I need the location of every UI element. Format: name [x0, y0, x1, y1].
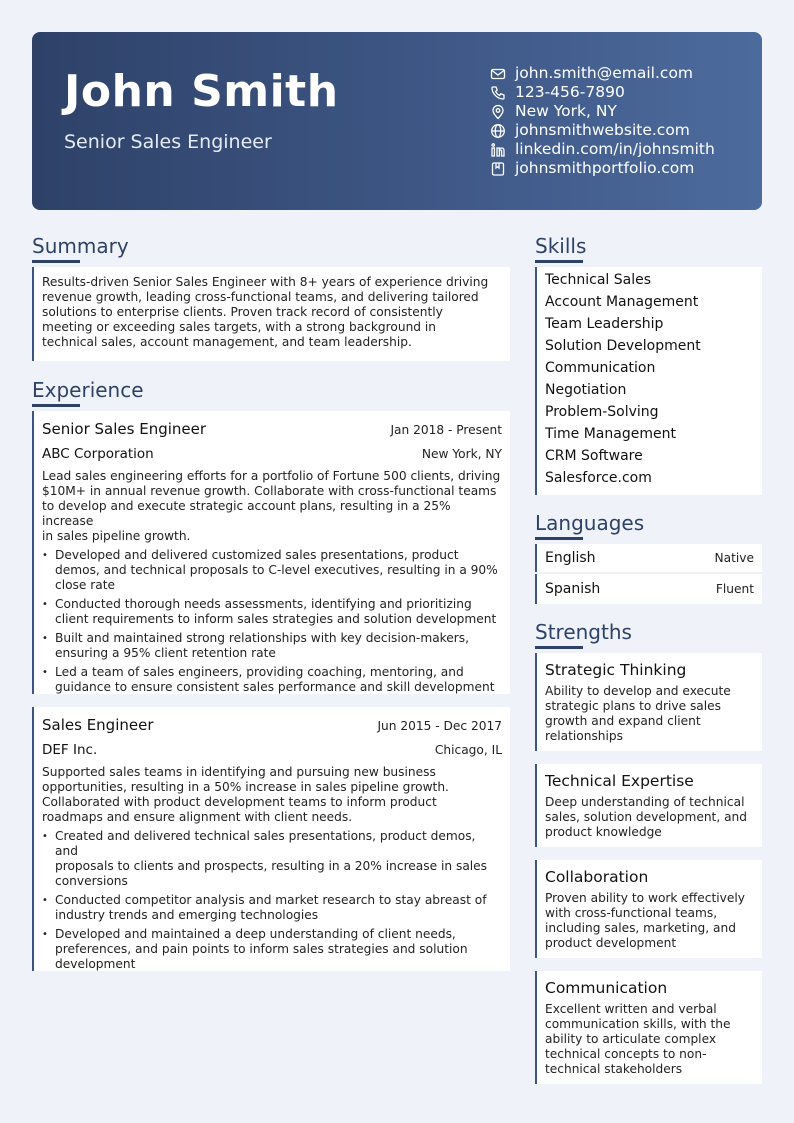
- summary-line: meeting or exceeding sales targets, with a strong background in: [42, 320, 437, 334]
- job-description-line: $10M+ in annual revenue growth. Collaborate with cross-functional teams: [42, 484, 497, 498]
- strength-card-strategic-thinking: [535, 653, 762, 751]
- language-level: Native: [714, 551, 754, 565]
- summary-line: solutions to enterprise clients. Proven track record of consistently: [42, 305, 443, 319]
- job-card-sales-engineer: [32, 707, 510, 971]
- skills-underline: [535, 260, 583, 263]
- skills-card: [535, 267, 762, 495]
- skill-item: Problem-Solving: [545, 404, 659, 420]
- contact-portfolio-text: johnsmithportfolio.com: [515, 159, 695, 177]
- contact-portfolio[interactable]: [490, 159, 715, 178]
- job-company: ABC Corporation: [42, 446, 154, 462]
- skills-heading: Skills: [535, 234, 587, 258]
- job-description-line: to develop and execute strategic account plans, resulting in a 25% increase: [42, 499, 451, 528]
- contact-location: [490, 102, 715, 121]
- phone-icon: [490, 85, 506, 101]
- language-level: Fluent: [715, 582, 754, 596]
- job-bullets: [42, 548, 502, 695]
- resume-header: [32, 32, 762, 210]
- strength-card-technical-expertise: [535, 764, 762, 847]
- job-bullets: [42, 829, 502, 972]
- summary-text: [34, 267, 510, 350]
- job-location: New York, NY: [421, 447, 502, 461]
- language-row-english: [535, 544, 762, 572]
- experience-underline: [32, 404, 80, 407]
- skill-item: Time Management: [545, 426, 676, 442]
- job-company: DEF Inc.: [42, 742, 98, 758]
- job-description-line: opportunities, resulting in a 50% increase in sales pipeline growth.: [42, 780, 449, 794]
- location-icon: [490, 104, 506, 120]
- language-name: Spanish: [545, 581, 601, 597]
- contact-phone-text: 123-456-7890: [515, 83, 625, 101]
- job-title: Sales Engineer: [42, 716, 154, 734]
- summary-underline: [32, 260, 80, 263]
- strength-title: Technical Expertise: [545, 772, 694, 790]
- job-description-line: Supported sales teams in identifying and pursuing new business: [42, 765, 436, 779]
- job-bullet: • Developed and delivered customized sales presentations, product demos, and technical proposals to C-level executives, resulting in a 90% close rate: [42, 548, 502, 593]
- job-dates: Jun 2015 - Dec 2017: [377, 719, 502, 733]
- job-bullet: • Developed and maintained a deep understanding of client needs, preferences, and pain points to inform sales strategies and solution development: [42, 927, 502, 972]
- summary-heading: Summary: [32, 234, 129, 258]
- language-name: English: [545, 550, 596, 566]
- job-bullet: • Led a team of sales engineers, providing coaching, mentoring, and guidance to ensure consistent sales performance and skill development: [42, 665, 502, 695]
- skill-item: Account Management: [545, 294, 699, 310]
- skill-item: Communication: [545, 360, 656, 376]
- strength-description: Proven ability to work effectively with cross-functional teams, including sales, marketing, and product development: [545, 891, 745, 950]
- globe-icon: [490, 123, 506, 139]
- job-description-line: Collaborated with product development teams to inform product: [42, 795, 437, 809]
- languages-underline: [535, 537, 583, 540]
- skill-item: Technical Sales: [545, 272, 651, 288]
- job-description-line: roadmaps and ensure alignment with client needs.: [42, 810, 353, 824]
- contact-website[interactable]: [490, 121, 715, 140]
- strength-title: Communication: [545, 979, 668, 997]
- candidate-name: John Smith: [64, 66, 339, 117]
- job-title: Senior Sales Engineer: [42, 420, 207, 438]
- strengths-underline: [535, 646, 583, 649]
- summary-line: Results-driven Senior Sales Engineer with 8+ years of experience driving: [42, 275, 489, 289]
- skill-item: Solution Development: [545, 338, 701, 354]
- job-bullet: • Built and maintained strong relationships with key decision-makers, ensuring a 95% client retention rate: [42, 631, 502, 661]
- contact-linkedin[interactable]: [490, 140, 715, 159]
- job-card-senior-sales-engineer: [32, 411, 510, 694]
- contact-email[interactable]: [490, 64, 715, 83]
- contact-website-text: johnsmithwebsite.com: [515, 121, 690, 139]
- contact-linkedin-text: linkedin.com/in/johnsmith: [515, 140, 715, 158]
- portfolio-icon: [490, 161, 506, 177]
- contact-email-text: john.smith@email.com: [515, 64, 694, 82]
- strengths-heading: Strengths: [535, 620, 632, 644]
- skill-item: Team Leadership: [545, 316, 664, 332]
- strength-card-communication: [535, 971, 762, 1084]
- email-icon: [490, 66, 506, 82]
- strength-description: Deep understanding of technical sales, solution development, and product knowledge: [545, 795, 748, 839]
- job-bullet: • Conducted competitor analysis and market research to stay abreast of industry trends and emerging technologies: [42, 893, 502, 923]
- contact-phone[interactable]: [490, 83, 715, 102]
- contact-list: [490, 64, 715, 178]
- job-bullet: • Conducted thorough needs assessments, identifying and prioritizing client requirements to inform sales strategies and solution development: [42, 597, 502, 627]
- job-location: Chicago, IL: [434, 743, 502, 757]
- summary-line: technical sales, account management, and team leadership.: [42, 335, 412, 349]
- summary-card: [32, 267, 510, 361]
- job-description-line: in sales pipeline growth.: [42, 529, 191, 543]
- job-description-line: Lead sales engineering efforts for a portfolio of Fortune 500 clients, driving: [42, 469, 501, 483]
- candidate-title: Senior Sales Engineer: [64, 131, 272, 153]
- language-row-spanish: [535, 574, 762, 604]
- languages-heading: Languages: [535, 511, 645, 535]
- strength-description: Excellent written and verbal communication skills, with the ability to articulate complex technical concepts to non- technical stakeholders: [545, 1002, 731, 1076]
- job-description: [42, 469, 502, 544]
- skill-item: Negotiation: [545, 382, 627, 398]
- strength-title: Collaboration: [545, 868, 649, 886]
- strength-title: Strategic Thinking: [545, 661, 687, 679]
- contact-location-text: New York, NY: [515, 102, 617, 120]
- experience-heading: Experience: [32, 378, 144, 402]
- strength-description: Ability to develop and execute strategic plans to drive sales growth and expand client relationships: [545, 684, 731, 743]
- linkedin-icon: [490, 142, 506, 158]
- strength-card-collaboration: [535, 860, 762, 958]
- job-description: [42, 765, 502, 825]
- job-dates: Jan 2018 - Present: [390, 423, 502, 437]
- skill-item: CRM Software: [545, 448, 643, 464]
- job-bullet: • Created and delivered technical sales presentations, product demos, and proposals to clients and prospects, resulting in a 20% increase in sales conversions: [42, 829, 502, 889]
- skill-item: Salesforce.com: [545, 470, 652, 486]
- summary-line: revenue growth, leading cross-functional teams, and delivering tailored: [42, 290, 479, 304]
